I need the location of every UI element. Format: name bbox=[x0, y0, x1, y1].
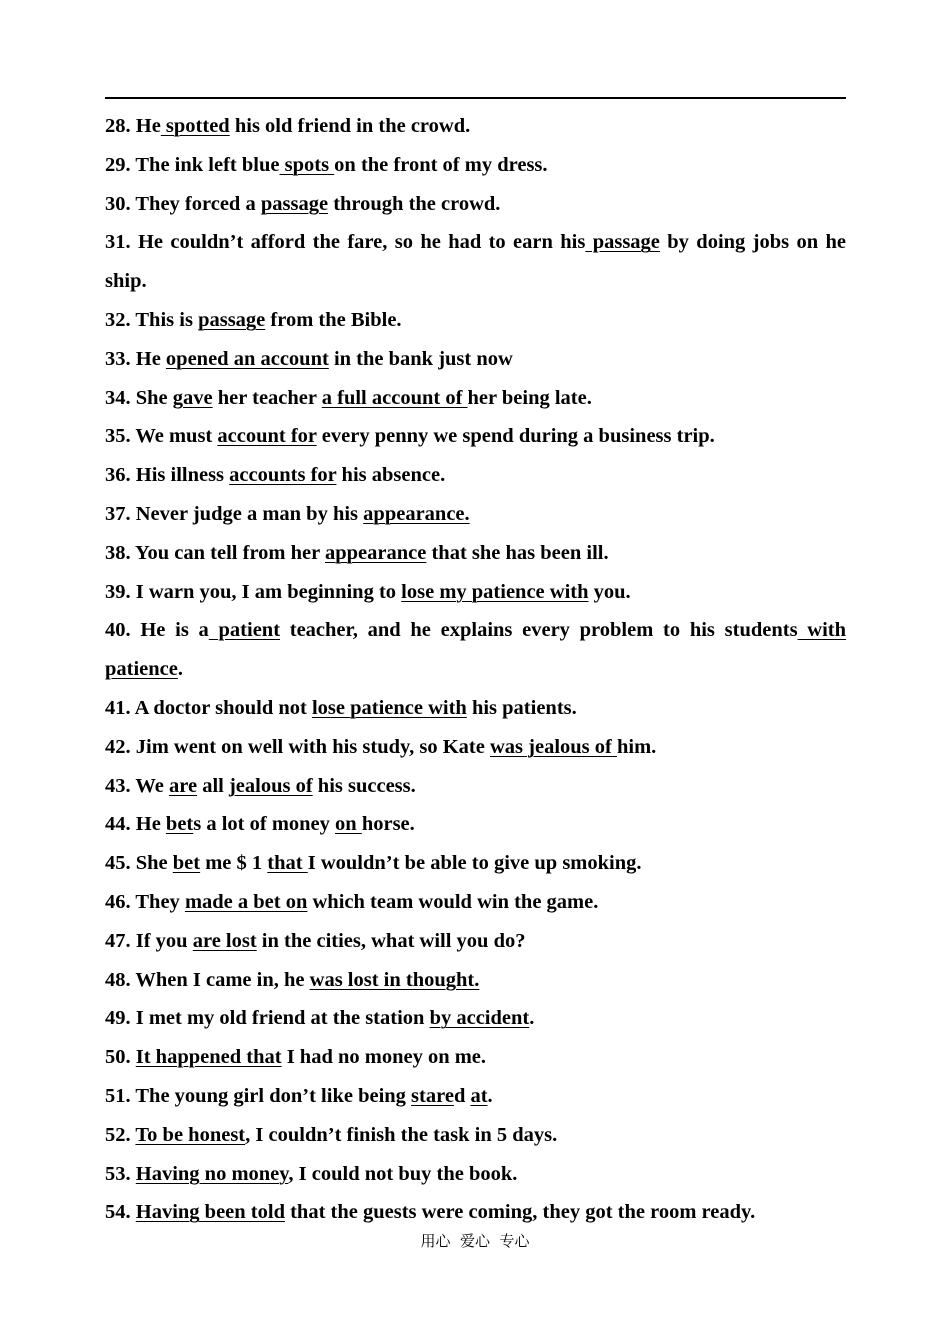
header-rule bbox=[105, 97, 846, 99]
sentence-text: 46. They bbox=[105, 890, 185, 913]
sentence-text: his absence. bbox=[336, 464, 446, 487]
underlined-phrase: bet bbox=[165, 813, 194, 836]
sentence-text: me $ 1 bbox=[200, 852, 268, 875]
sentence-line bbox=[105, 185, 846, 224]
sentence-line bbox=[105, 301, 846, 340]
sentence-text: that she has been ill. bbox=[426, 541, 609, 564]
page-footer: 用心 爱心 专心 bbox=[420, 1232, 530, 1250]
sentence-text: 51. The young girl don’t like being bbox=[105, 1084, 412, 1107]
sentence-line bbox=[105, 728, 846, 767]
underlined-phrase: are bbox=[168, 774, 198, 797]
underlined-phrase: spots bbox=[279, 153, 335, 176]
sentence-list bbox=[105, 107, 846, 1232]
sentence-text: 43. We bbox=[105, 774, 169, 797]
sentence-line bbox=[105, 223, 846, 301]
sentence-text: his patients. bbox=[466, 696, 577, 719]
sentence-line bbox=[105, 1155, 846, 1194]
sentence-text: 31. He couldn’t afford the fare, so he had to earn his bbox=[105, 231, 586, 254]
underlined-phrase: Having no money bbox=[135, 1162, 289, 1185]
sentence-text: d bbox=[453, 1084, 471, 1107]
sentence-line bbox=[105, 922, 846, 961]
underlined-phrase: passage bbox=[585, 231, 660, 254]
sentence-text: 45. She bbox=[105, 852, 173, 875]
sentence-line bbox=[105, 456, 846, 495]
underlined-phrase: by accident bbox=[429, 1007, 530, 1030]
sentence-text: teacher, and he explains every problem to his students bbox=[280, 619, 798, 642]
underlined-phrase: It happened that bbox=[135, 1046, 282, 1069]
sentence-text: , I could not buy the book. bbox=[288, 1162, 518, 1185]
underlined-phrase: gave bbox=[172, 386, 213, 409]
sentence-text: by doing jobs on he ship. bbox=[105, 231, 846, 293]
sentence-line bbox=[105, 146, 846, 185]
sentence-text: his success. bbox=[312, 774, 416, 797]
underlined-phrase: on bbox=[335, 813, 362, 836]
sentence-line bbox=[105, 417, 846, 456]
underlined-phrase: Having been told bbox=[135, 1201, 285, 1224]
underlined-phrase: To be honest bbox=[135, 1123, 246, 1146]
underlined-phrase: lose my patience with bbox=[401, 580, 589, 603]
sentence-text: 40. He is a bbox=[105, 619, 209, 642]
underlined-phrase: was lost in thought. bbox=[309, 968, 480, 991]
sentence-line bbox=[105, 1193, 846, 1232]
sentence-text: in the bank just now bbox=[328, 347, 513, 370]
underlined-phrase: made a bet on bbox=[184, 890, 308, 913]
sentence-text: 54. bbox=[105, 1201, 136, 1224]
sentence-line bbox=[105, 961, 846, 1000]
sentence-text: I had no money on me. bbox=[281, 1046, 487, 1069]
underlined-phrase: account for bbox=[217, 425, 317, 448]
sentence-text: s a lot of money bbox=[193, 813, 336, 836]
sentence-text: 53. bbox=[105, 1162, 136, 1185]
sentence-text: . bbox=[487, 1084, 493, 1107]
sentence-text: 42. Jim went on well with his study, so Kate bbox=[105, 735, 490, 758]
sentence-line bbox=[105, 767, 846, 806]
sentence-line bbox=[105, 107, 846, 146]
sentence-text: 38. You can tell from her bbox=[105, 541, 325, 564]
underlined-phrase: are lost bbox=[192, 929, 257, 952]
sentence-line bbox=[105, 611, 846, 689]
sentence-text: 30. They forced a bbox=[105, 192, 261, 215]
underlined-phrase: at bbox=[470, 1084, 488, 1107]
sentence-text: 41. A doctor should not bbox=[105, 696, 312, 719]
sentence-line bbox=[105, 534, 846, 573]
sentence-text: I wouldn’t be able to give up smoking. bbox=[307, 852, 642, 875]
sentence-text: 33. He bbox=[105, 347, 166, 370]
sentence-line bbox=[105, 883, 846, 922]
sentence-text: 34. She bbox=[105, 386, 173, 409]
sentence-line bbox=[105, 689, 846, 728]
sentence-line bbox=[105, 573, 846, 612]
underlined-phrase: bet bbox=[172, 852, 201, 875]
sentence-text: through the crowd. bbox=[328, 192, 501, 215]
sentence-text: 32. This is bbox=[105, 308, 199, 331]
underlined-phrase: appearance. bbox=[363, 502, 470, 525]
underlined-phrase: accounts for bbox=[229, 464, 337, 487]
sentence-text: that the guests were coming, they got the room ready. bbox=[284, 1201, 756, 1224]
sentence-line bbox=[105, 495, 846, 534]
sentence-text: 29. The ink left blue bbox=[105, 153, 280, 176]
underlined-phrase: opened an account bbox=[165, 347, 329, 370]
sentence-text: 36. His illness bbox=[105, 464, 230, 487]
underlined-phrase: passage bbox=[198, 308, 266, 331]
sentence-line bbox=[105, 805, 846, 844]
sentence-text: 47. If you bbox=[105, 929, 193, 952]
sentence-text: in the cities, what will you do? bbox=[256, 929, 526, 952]
underlined-phrase: stare bbox=[411, 1084, 454, 1107]
sentence-text: 37. Never judge a man by his bbox=[105, 502, 364, 525]
sentence-text: 48. When I came in, he bbox=[105, 968, 310, 991]
sentence-text: all bbox=[197, 774, 229, 797]
sentence-text: horse. bbox=[361, 813, 415, 836]
sentence-text: 39. I warn you, I am beginning to bbox=[105, 580, 402, 603]
sentence-text: 44. He bbox=[105, 813, 166, 836]
sentence-line bbox=[105, 844, 846, 883]
sentence-line bbox=[105, 1116, 846, 1155]
sentence-text: from the Bible. bbox=[265, 308, 402, 331]
sentence-text: 35. We must bbox=[105, 425, 218, 448]
underlined-phrase: patient bbox=[208, 619, 281, 642]
sentence-text: every penny we spend during a business trip. bbox=[316, 425, 715, 448]
underlined-phrase: spotted bbox=[160, 115, 230, 137]
sentence-line bbox=[105, 379, 846, 418]
sentence-text: 49. I met my old friend at the station bbox=[105, 1007, 430, 1030]
sentence-text: 52. bbox=[105, 1123, 136, 1146]
underlined-phrase: that bbox=[267, 852, 308, 875]
underlined-phrase: with patience bbox=[105, 619, 847, 681]
underlined-phrase: appearance bbox=[324, 541, 427, 564]
underlined-phrase: a full account of bbox=[321, 386, 468, 409]
sentence-text: her being late. bbox=[467, 386, 592, 409]
sentence-text: . bbox=[177, 658, 183, 681]
sentence-text: . bbox=[529, 1007, 535, 1030]
sentence-text: him. bbox=[616, 735, 657, 758]
sentence-text: you. bbox=[588, 580, 631, 603]
sentence-text: 28. He bbox=[105, 115, 161, 137]
underlined-phrase: lose patience with bbox=[311, 696, 467, 719]
sentence-text: which team would win the game. bbox=[307, 890, 599, 913]
sentence-text: her teacher bbox=[212, 386, 322, 409]
sentence-line bbox=[105, 340, 846, 379]
sentence-line bbox=[105, 1077, 846, 1116]
sentence-text: his old friend in the crowd. bbox=[229, 115, 471, 137]
underlined-phrase: passage bbox=[260, 192, 329, 215]
sentence-line bbox=[105, 1038, 846, 1077]
underlined-phrase: jealous of bbox=[228, 774, 313, 797]
sentence-text: 50. bbox=[105, 1046, 136, 1069]
sentence-text: on the front of my dress. bbox=[334, 153, 548, 176]
underlined-phrase: was jealous of bbox=[489, 735, 617, 758]
sentence-line bbox=[105, 999, 846, 1038]
sentence-text: , I couldn’t finish the task in 5 days. bbox=[245, 1123, 558, 1146]
